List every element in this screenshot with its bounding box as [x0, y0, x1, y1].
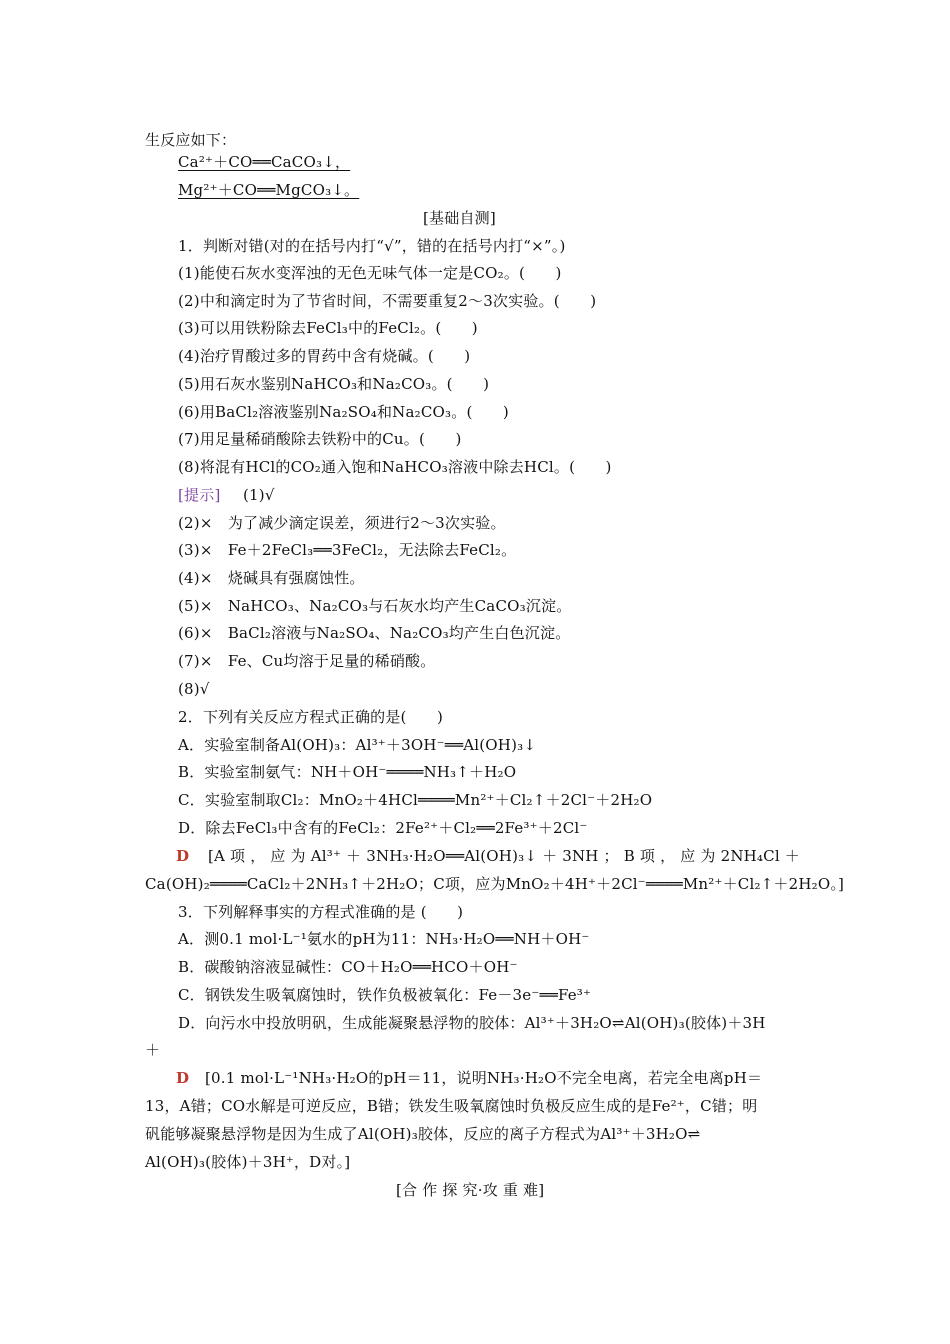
equation-ca: Ca²⁺＋CO══CaCO₃↓，	[178, 153, 351, 171]
question-3-explanation: [0.1 mol·L⁻¹NH₃·H₂O的pH＝11，说明NH₃·H₂O不完全电离，若完全电离pH＝	[205, 1069, 763, 1087]
question-1-item: (8)将混有HCl的CO₂通入饱和NaHCO₃溶液中除去HCl。( )	[178, 458, 612, 476]
section-title-cooperative-inquiry: [合 作 探 究·攻 重 难]	[396, 1181, 545, 1199]
question-3-explanation: 13，A错；CO水解是可逆反应，B错；铁发生吸氧腐蚀时负极反应生成的是Fe²⁺，C错；明	[145, 1097, 758, 1115]
question-2-stem: 2．下列有关反应方程式正确的是( )	[178, 708, 444, 726]
question-2-option: D．除去FeCl₃中含有的FeCl₂：2Fe²⁺＋Cl₂══2Fe³⁺＋2Cl⁻	[178, 819, 588, 837]
question-3-explanation: Al(OH)₃(胶体)＋3H⁺，D对。]	[145, 1153, 351, 1171]
question-1-item: (6)用BaCl₂溶液鉴别Na₂SO₄和Na₂CO₃。( )	[178, 403, 509, 421]
hint-label: [提示]	[178, 486, 221, 504]
question-3-option: B．碳酸钠溶液显碱性：CO＋H₂O══HCO＋OH⁻	[178, 958, 518, 976]
question-2-option: A．实验室制备Al(OH)₃：Al³⁺＋3OH⁻══Al(OH)₃↓	[178, 736, 537, 754]
question-3-option: A．测0.1 mol·L⁻¹氨水的pH为11：NH₃·H₂O══NH＋OH⁻	[178, 930, 590, 948]
equation-mg: Mg²⁺＋CO══MgCO₃↓。	[178, 181, 360, 199]
section-title-basic-test: [基础自测]	[423, 209, 496, 227]
question-1-item: (2)中和滴定时为了节省时间，不需要重复2～3次实验。( )	[178, 292, 597, 310]
hint-answer: (7)× Fe、Cu均溶于足量的稀硝酸。	[178, 652, 436, 670]
question-2-option: B．实验室制氨气：NH＋OH⁻════NH₃↑＋H₂O	[178, 763, 517, 781]
question-3-option: C．钢铁发生吸氧腐蚀时，铁作负极被氧化：Fe－3e⁻══Fe³⁺	[178, 986, 592, 1004]
question-1-item: (4)治疗胃酸过多的胃药中含有烧碱。( )	[178, 347, 471, 365]
question-1-item: (1)能使石灰水变浑浊的无色无味气体一定是CO₂。( )	[178, 264, 562, 282]
hint-answer: (2)× 为了减少滴定误差，须进行2～3次实验。	[178, 514, 506, 532]
hint-answer: (6)× BaCl₂溶液与Na₂SO₄、Na₂CO₃均产生白色沉淀。	[178, 624, 571, 642]
question-3-answer-letter: D	[176, 1069, 190, 1087]
hint-answer: (4)× 烧碱具有强腐蚀性。	[178, 569, 365, 587]
question-3-explanation: 矾能够凝聚悬浮物是因为生成了Al(OH)₃胶体，反应的离子方程式为Al³⁺＋3H₂O⇌	[145, 1125, 701, 1143]
question-1-item: (5)用石灰水鉴别NaHCO₃和Na₂CO₃。( )	[178, 375, 490, 393]
question-3-option-wrap: ＋	[145, 1041, 161, 1059]
question-1-item: (3)可以用铁粉除去FeCl₃中的FeCl₂。( )	[178, 319, 478, 337]
intro-line: 生反应如下：	[145, 131, 237, 149]
hint-answer: (1)√	[243, 486, 275, 504]
question-2-option: C．实验室制取Cl₂：MnO₂＋4HCl════Mn²⁺＋Cl₂↑＋2Cl⁻＋2H₂O	[178, 791, 653, 809]
question-1-item: (7)用足量稀硝酸除去铁粉中的Cu。( )	[178, 430, 462, 448]
hint-answer: (3)× Fe＋2FeCl₃══3FeCl₂，无法除去FeCl₂。	[178, 541, 517, 559]
question-2-answer-letter: D	[176, 847, 190, 865]
question-2-explanation: Ca(OH)₂════CaCl₂＋2NH₃↑＋2H₂O；C项，应为MnO₂＋4H⁺＋2Cl⁻════Mn²⁺＋Cl₂↑＋2H₂O。]	[145, 875, 845, 893]
question-2-explanation: [A 项 ， 应 为 Al³⁺ ＋ 3NH₃·H₂O══Al(OH)₃↓ ＋ 3NH ； B 项 ， 应 为 2NH₄Cl ＋	[208, 847, 800, 865]
question-3-stem: 3．下列解释事实的方程式准确的是 ( )	[178, 903, 464, 921]
hint-answer: (8)√	[178, 680, 210, 698]
question-1-stem: 1．判断对错(对的在括号内打“√”，错的在括号内打“×”。)	[178, 237, 566, 255]
hint-answer: (5)× NaHCO₃、Na₂CO₃与石灰水均产生CaCO₃沉淀。	[178, 597, 572, 615]
question-3-option: D．向污水中投放明矾，生成能凝聚悬浮物的胶体：Al³⁺＋3H₂O⇌Al(OH)₃(胶体)＋3H	[178, 1014, 766, 1032]
